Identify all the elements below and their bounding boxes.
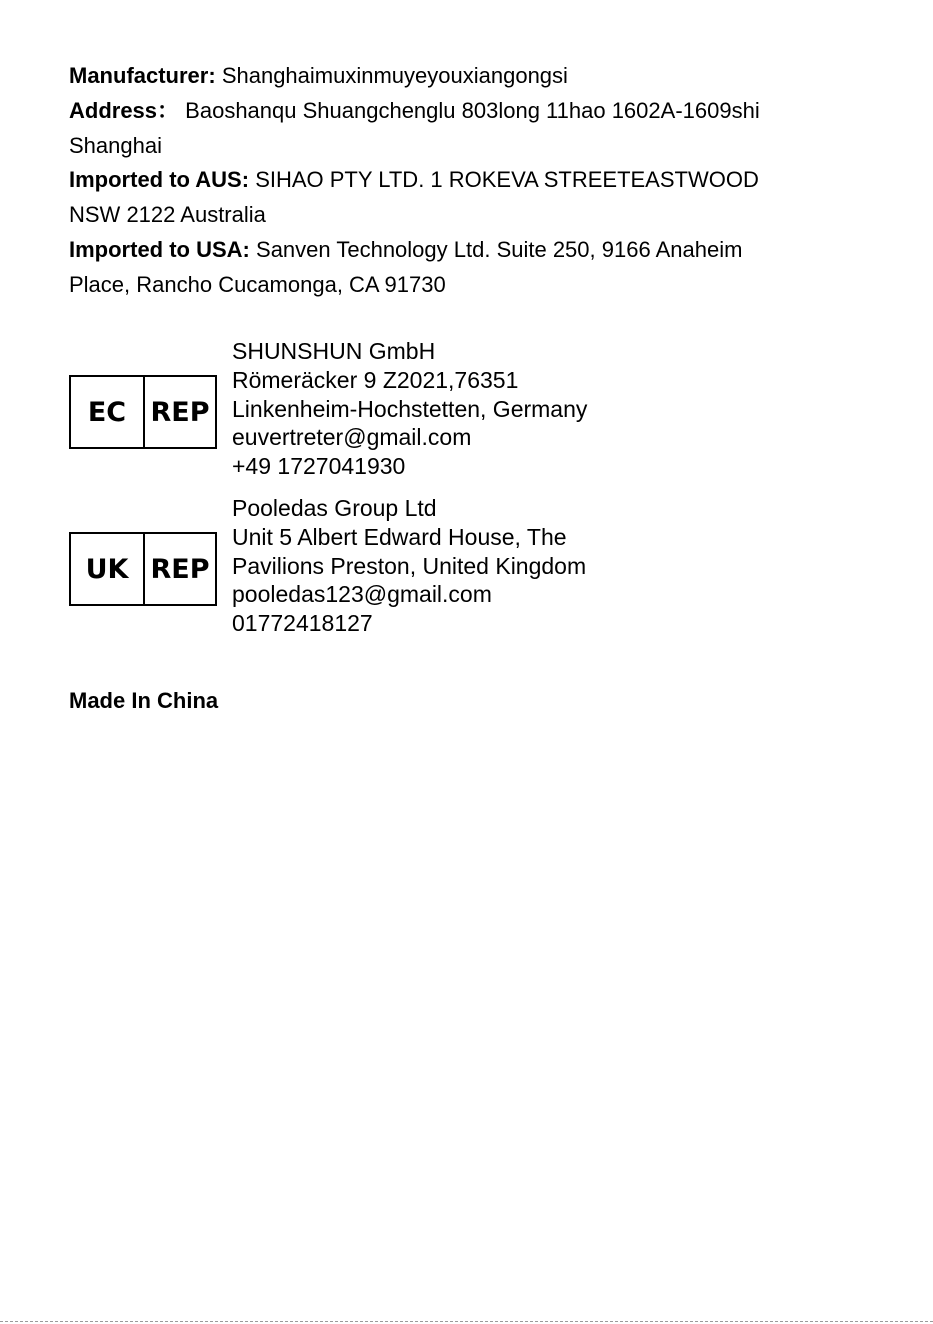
- ec-rep-city: Linkenheim-Hochstetten, Germany: [232, 395, 588, 422]
- imported-aus-label: Imported to AUS:: [69, 167, 250, 193]
- imported-usa-label: Imported to USA:: [69, 236, 250, 262]
- uk-rep-badge: [69, 532, 217, 606]
- importer-info: [69, 59, 859, 303]
- ec-rep-badge: [69, 375, 217, 449]
- ec-rep-street: Römeräcker 9 Z2021,76351: [232, 366, 519, 393]
- uk-rep-badge-text: REP: [150, 553, 210, 585]
- uk-rep-address: [232, 494, 586, 638]
- imported-usa-value-line2: Place, Rancho Cucamonga, CA 91730: [69, 271, 446, 297]
- ec-rep-badge-text: REP: [150, 396, 210, 428]
- manufacturer-value: Shanghaimuxinmuyeyouxiangongsi: [221, 63, 568, 88]
- uk-badge-text: UK: [71, 534, 145, 604]
- bottom-dashed-rule: [0, 1321, 933, 1322]
- uk-rep-company: Pooledas Group Ltd: [232, 495, 437, 521]
- ec-rep-company: SHUNSHUN GmbH: [232, 338, 436, 364]
- address-label: Address：: [69, 97, 180, 123]
- ec-badge-text: EC: [71, 377, 145, 447]
- address-line: [69, 94, 859, 129]
- uk-rep-phone: 01772418127: [232, 610, 373, 637]
- imported-aus-value-line1: SIHAO PTY LTD. 1 ROKEVA STREETEASTWOOD: [255, 167, 759, 193]
- imported-usa-line: [69, 233, 859, 268]
- made-in-label: Made In China: [69, 688, 219, 713]
- manufacturer-label: Manufacturer:: [69, 63, 216, 88]
- address-value-line2: Shanghai: [69, 132, 162, 158]
- imported-usa-value-line1: Sanven Technology Ltd. Suite 250, 9166 Anaheim: [256, 236, 743, 262]
- ec-rep-phone: +49 1727041930: [232, 453, 406, 480]
- imported-aus-value-line2: NSW 2122 Australia: [69, 202, 266, 228]
- uk-rep-city: Pavilions Preston, United Kingdom: [232, 552, 587, 579]
- uk-rep-street: Unit 5 Albert Edward House, The: [232, 523, 567, 550]
- address-value-line1: Baoshanqu Shuangchenglu 803long 11hao 1602A-1609shi: [185, 97, 760, 123]
- ec-rep-email: euvertreter@gmail.com: [232, 424, 472, 451]
- manufacturer-line: [69, 59, 859, 94]
- ec-rep-address: [232, 337, 587, 481]
- uk-rep-email: pooledas123@gmail.com: [232, 581, 492, 608]
- imported-aus-line: [69, 163, 859, 198]
